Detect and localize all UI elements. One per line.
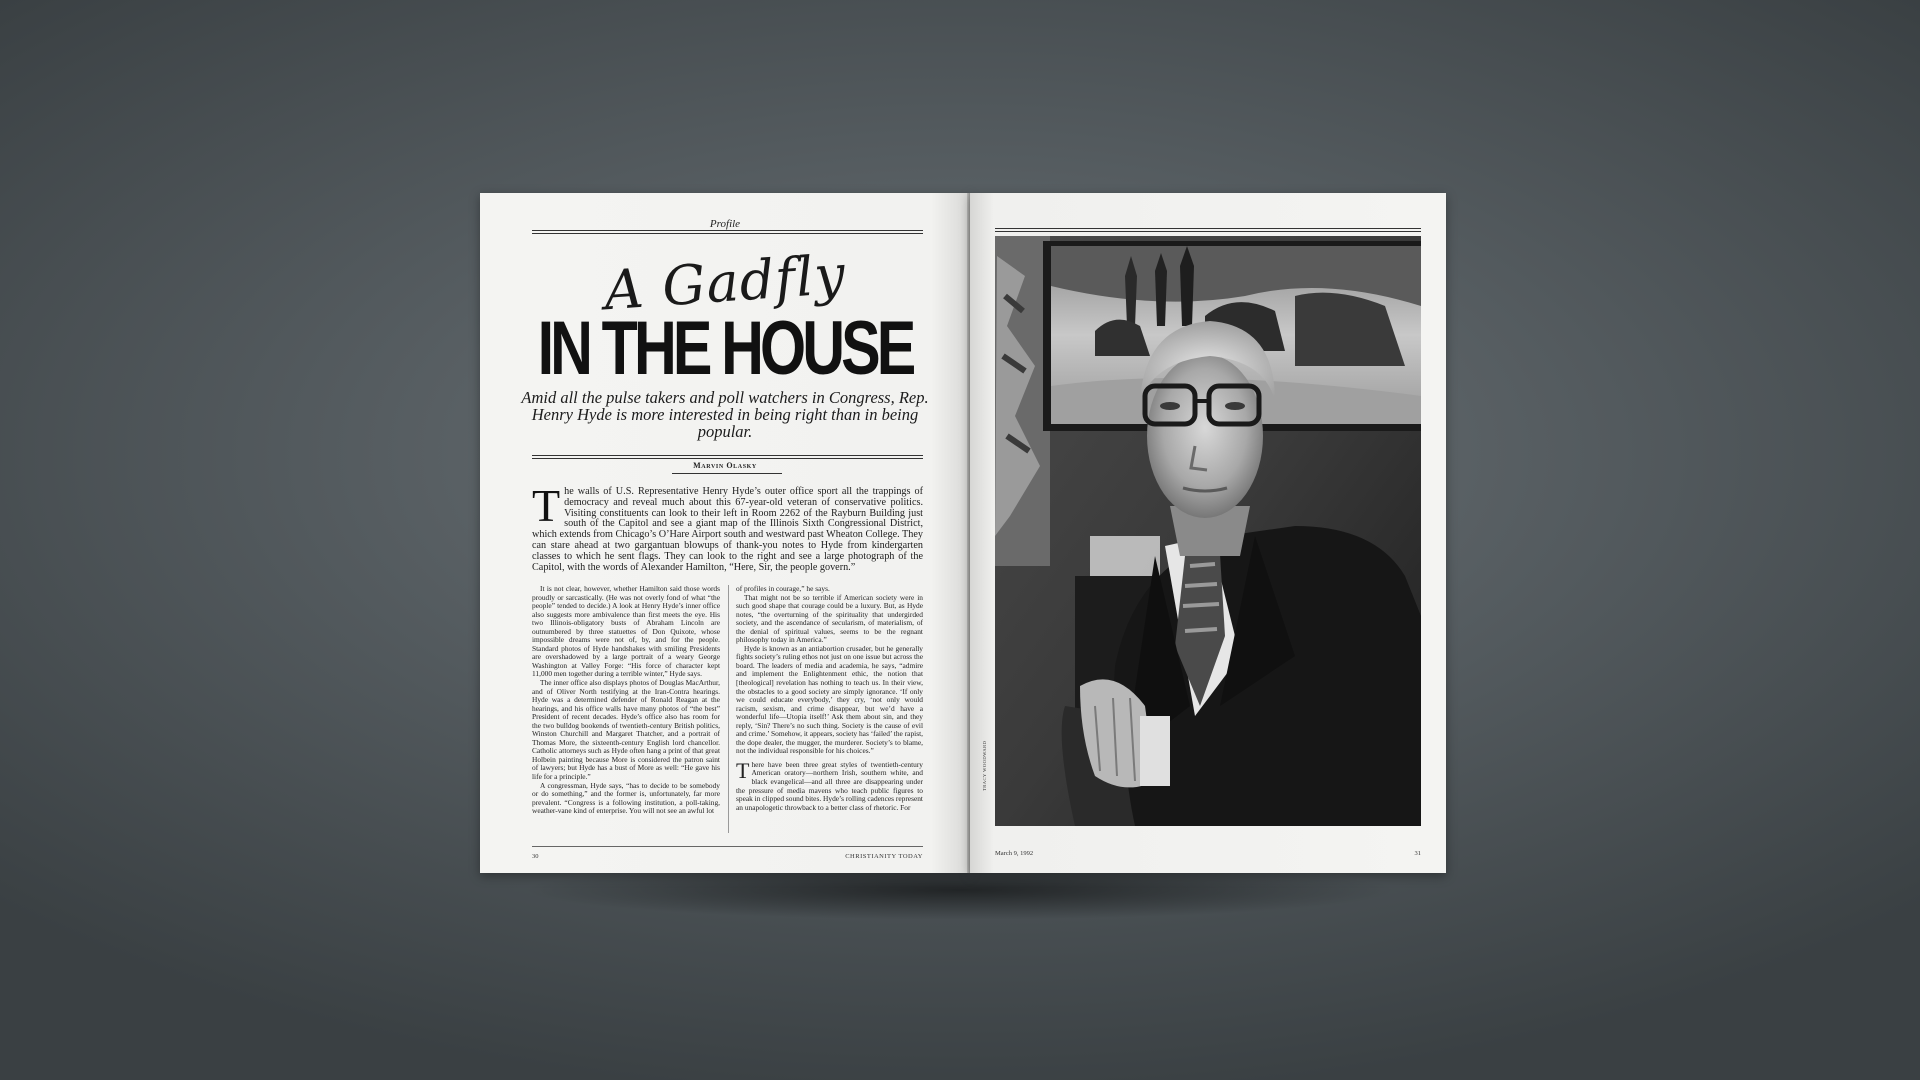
byline: Marvin Olasky: [693, 461, 757, 470]
col2-paragraph: That might not be so terrible if American society were in such good shape that courage could be a luxury. But, as Hyde notes, “the overturning of the spirituality that undergirded society, and the ascendance of secularism, of materialism, of the denial of spiritual values, seems to be the regnant philosophy today in America.”: [736, 592, 923, 645]
left-page: [480, 193, 970, 873]
col1-paragraph: A congressman, Hyde says, “has to decide to be somebody or do something,” and the former is, unfortunately, far more prevalent. “Congress is a following institution, a poll-taking, weather-vane kind of enterprise. You will not see an awful lot: [532, 780, 720, 816]
lead-paragraph: [532, 480, 923, 573]
magazine-spread: [480, 193, 1446, 873]
col2-dropcap: T: [736, 757, 750, 783]
col2-paragraph: of profiles in courage,” he says.: [736, 584, 830, 593]
col1-paragraph: The inner office also displays photos of Douglas MacArthur, and of Oliver North testifying at the Iran-Contra hearings. Hyde was a determined defender of Ronald Reagan at the hearings, and his office walls have many photos of “the best” President of recent decades. Hyde’s office also has room for the two bulldog bookends of twentieth-century British politics, Winston Churchill and Margaret Thatcher, and a portrait of Thomas More, the sixteenth-century English lord chancellor. Catholic attorneys such as Hyde often hang a print of that great Holbein painting because More is considered the patron saint of lawyers; but Hyde has a bust of More as well: “He gave his life for a principle.”: [532, 678, 720, 782]
magazine-name: CHRISTIANITY TODAY: [845, 853, 923, 860]
portrait-photo: [995, 236, 1421, 826]
col2-paragraph: [736, 757, 923, 812]
section-label: Profile: [709, 218, 741, 230]
top-rule-right: [995, 228, 1421, 229]
deck-rule-2: [532, 458, 923, 459]
deck-rule: [532, 455, 923, 456]
title-script: A Gadfly: [602, 242, 848, 323]
issue-date: March 9, 1992: [995, 850, 1034, 857]
portrait-photo-graphic: [995, 236, 1421, 826]
deck: Amid all the pulse takers and poll watchers in Congress, Rep. Henry Hyde is more interested in being right than in being popular.: [521, 388, 929, 441]
body-column-1: [532, 585, 720, 816]
footer-rule: [532, 846, 923, 847]
top-rule-right-2: [995, 231, 1421, 232]
top-rule: [532, 230, 923, 231]
headline: IN THE HOUSE: [537, 306, 913, 391]
body-column-2: [736, 585, 923, 812]
col2-paragraph: Hyde is known as an antiabortion crusader, but he generally fights society’s ruling ethos not just on one issue but across the board. The leaders of media and academia, he says, “admire and implement the Enlightenment ethic, the notion that [theological] revelation has nothing to teach us. In their view, the obstacles to a good society are simply ignorance. ‘If only we could educate everybody,’ they cry, ‘not only would racism, sexism, and crime disappear, but we’d have a wonderful life—Utopia itself!’ Ask them about sin, and they reply, ‘Sin? There’s no such thing. Society is the cause of evil and crime.’ Somehow, it appears, society has ‘failed’ the rapist, the dope dealer, the mugger, the murderer. Society’s to blame, not the individual responsible for his choices.”: [736, 643, 923, 756]
top-rule-2: [532, 233, 923, 234]
page-number-right: 31: [1414, 850, 1421, 857]
lead-text: he walls of U.S. Representative Henry Hyde’s outer office sport all the trappings of democracy and reveal much about this 67-year-old veteran of conservative politics. Visiting constituents can look to their left in Room 2262 of the Rayburn Building just south of the Capitol and see a giant map of the Illinois Sixth Congressional District, which extends from Chicago’s O’Hare Airport south and westward past Wheaton College. They can stare ahead at two gargantuan blowups of thank-you notes to Hyde from kindergarten classes to which he sent flags. They can look to the right and see a large photograph of the Capitol, with the words of Alexander Hamilton, “Here, Sir, the people govern.”: [532, 486, 923, 573]
col2-last-text: here have been three great styles of twentieth-century American oratory—northern Irish, southern white, and black evangelical—and all three are disappearing under the pressure of media mavens who teach public figures to speak in clipped sound bites. Hyde’s rolling cadences represent an unapologetic throwback to a better class of rhetoric. For: [736, 759, 923, 812]
photo-credit: TRACY WOODWARD: [982, 740, 987, 791]
lead-dropcap: T: [532, 480, 561, 531]
right-page: [970, 193, 1446, 873]
column-divider: [728, 585, 729, 833]
page-number-left: 30: [532, 853, 539, 860]
byline-rule: [672, 473, 782, 474]
col1-paragraph: It is not clear, however, whether Hamilton said those words proudly or sarcastically. (He was not overly fond of what “the people” tended to decide.) A look at Henry Hyde’s inner office also suggests more ambivalence than first meets the eye. His two Illinois-obligatory busts of Abraham Lincoln are outnumbered by three statuettes of Don Quixote, whose impossible dreams were not of, by, and for the people. Standard photos of Hyde handshakes with smiling Presidents are overshadowed by a large portrait of a weary George Washington at Valley Forge: “His force of character kept 11,000 men together during a terrible winter,” Hyde says.: [532, 584, 720, 679]
